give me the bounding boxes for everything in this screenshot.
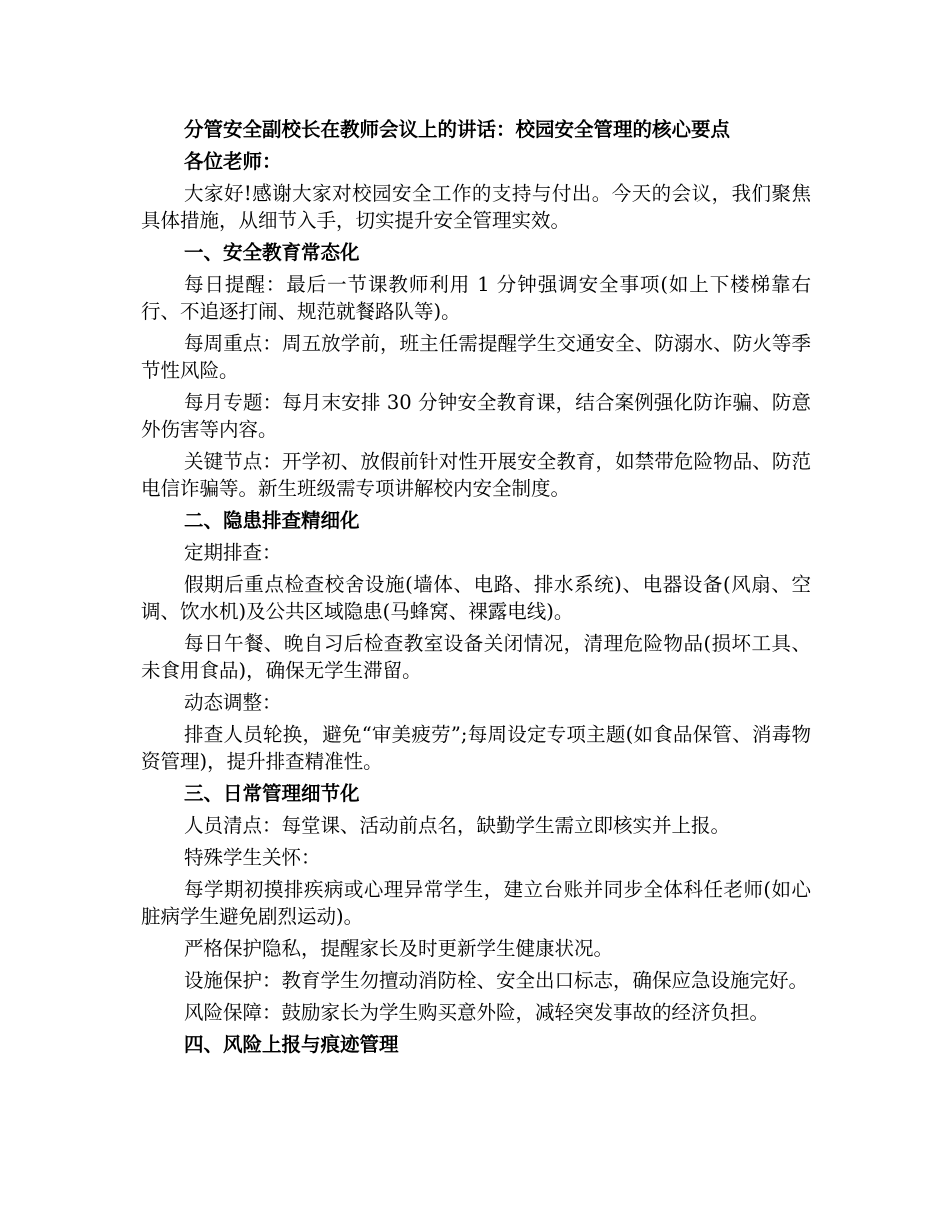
- paragraph: 每月专题：每月末安排 30 分钟安全教育课，结合案例强化防诈骗、防意外伤害等内容。: [141, 391, 811, 441]
- intro-paragraph: 大家好!感谢大家对校园安全工作的支持与付出。今天的会议，我们聚焦具体措施，从细节入手，切实提升安全管理实效。: [141, 182, 811, 232]
- paragraph: 假期后重点检查校舍设施(墙体、电路、排水系统)、电器设备(风扇、空调、饮水机)及公共区域隐患(马蜂窝、裸露电线)。: [141, 573, 811, 623]
- document-body: [141, 116, 811, 1063]
- paragraph: 设施保护：教育学生勿擅动消防栓、安全出口标志，确保应急设施完好。: [184, 969, 809, 992]
- section-heading-1: 一、安全教育常态化: [184, 241, 360, 264]
- section-heading-4: 四、风险上报与痕迹管理: [184, 1033, 399, 1056]
- paragraph: 人员清点：每堂课、活动前点名，缺勤学生需立即核实并上报。: [184, 814, 731, 837]
- paragraph: 定期排查：: [184, 541, 282, 564]
- paragraph: 严格保护隐私，提醒家长及时更新学生健康状况。: [184, 937, 614, 960]
- paragraph: 每周重点：周五放学前，班主任需提醒学生交通安全、防溺水、防火等季节性风险。: [141, 332, 811, 382]
- paragraph: 风险保障：鼓励家长为学生购买意外险，减轻突发事故的经济负担。: [184, 1001, 770, 1024]
- paragraph: 每日午餐、晚自习后检查教室设备关闭情况，清理危险物品(损坏工具、未食用食品)，确保无学生滞留。: [141, 632, 811, 682]
- document-title: 分管安全副校长在教师会议上的讲话：校园安全管理的核心要点: [184, 118, 731, 141]
- paragraph: 动态调整：: [184, 691, 282, 714]
- paragraph: 排查人员轮换，避免“审美疲劳”;每周设定专项主题(如食品保管、消毒物资管理)，提升排查精准性。: [141, 723, 811, 773]
- greeting: 各位老师：: [184, 150, 282, 173]
- section-heading-2: 二、隐患排查精细化: [184, 509, 360, 532]
- paragraph: 关键节点：开学初、放假前针对性开展安全教育，如禁带危险物品、防范电信诈骗等。新生班级需专项讲解校内安全制度。: [141, 450, 811, 500]
- paragraph: 每学期初摸排疾病或心理异常学生，建立台账并同步全体科任老师(如心脏病学生避免剧烈运动)。: [141, 878, 811, 928]
- section-heading-3: 三、日常管理细节化: [184, 782, 360, 805]
- paragraph: 每日提醒：最后一节课教师利用 1 分钟强调安全事项(如上下楼梯靠右行、不追逐打闹、规范就餐路队等)。: [141, 273, 811, 323]
- paragraph: 特殊学生关怀：: [184, 846, 321, 869]
